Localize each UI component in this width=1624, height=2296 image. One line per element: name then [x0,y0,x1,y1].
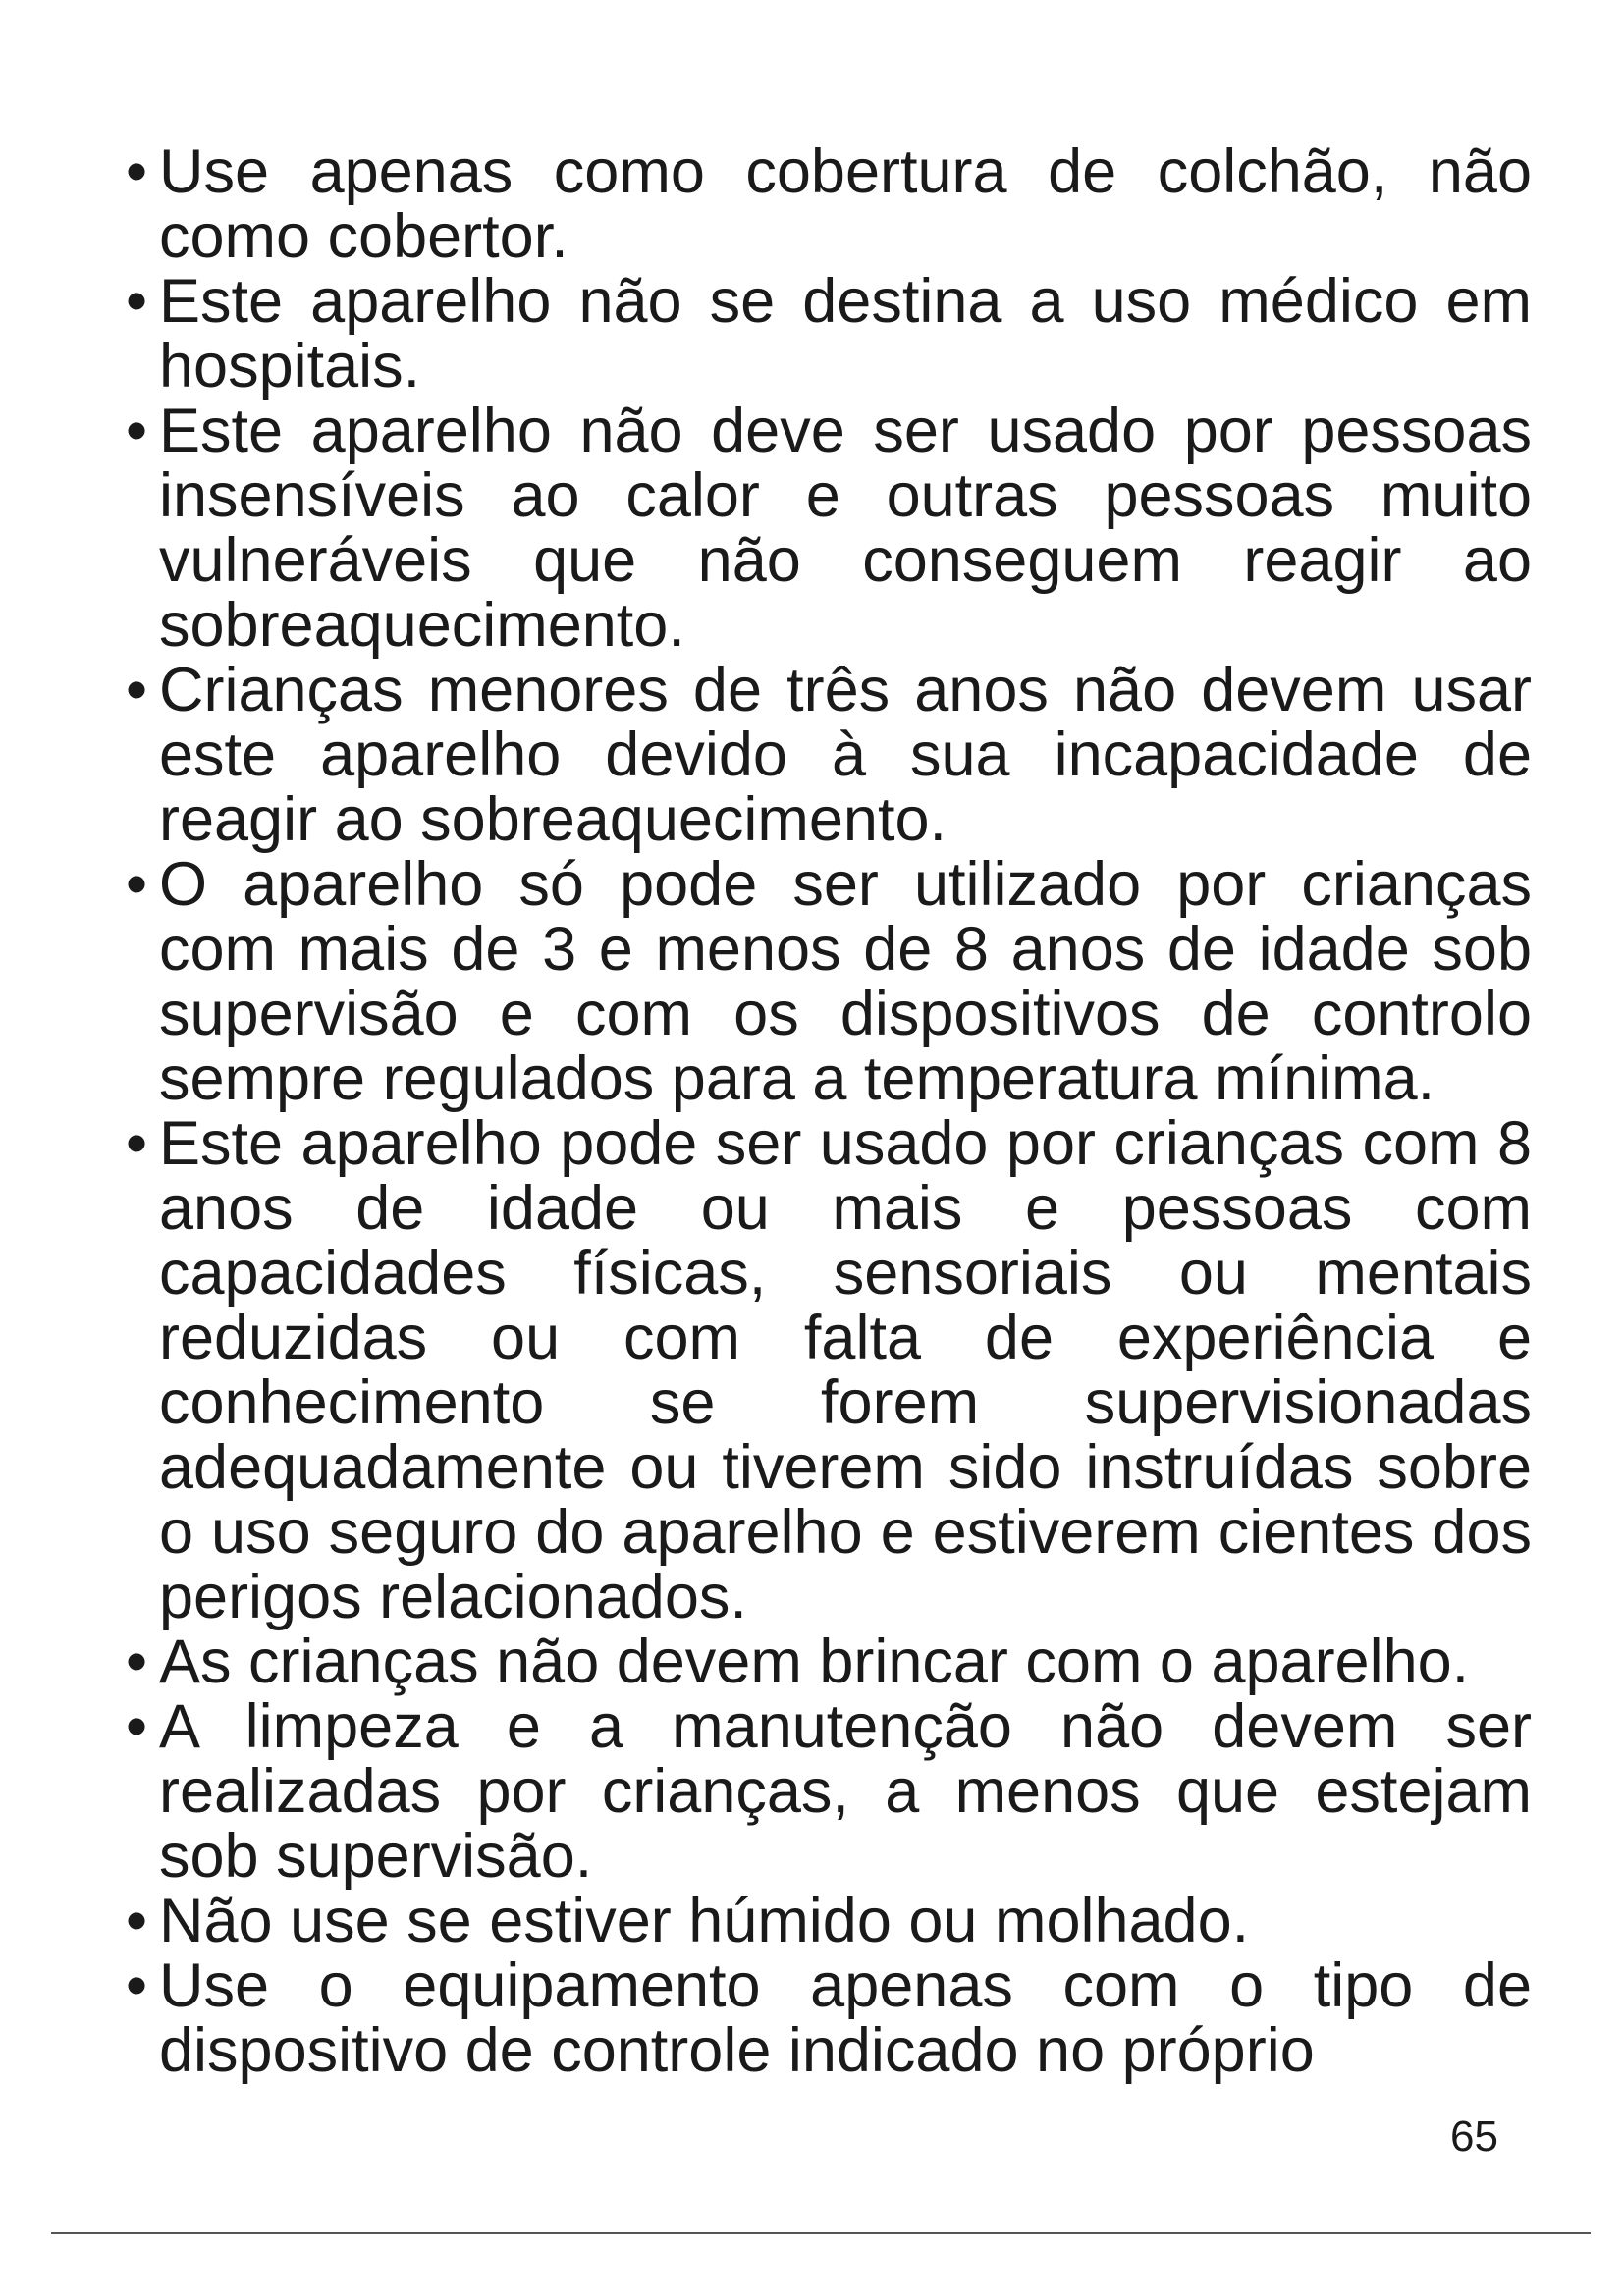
list-item [126,1694,1532,1889]
list-item [126,269,1532,399]
list-item [126,139,1532,269]
bullet-icon: • [126,656,148,724]
bullet-icon: • [126,267,148,336]
list-item-text: Este aparelho pode ser usado por crianças com 8 anos de idade ou mais e pessoas com capacidades físicas, sensoriais ou mentais reduzidas ou com falta de experiência e conhecimento se forem supervisionadas adequadamente ou tiverem sido instruídas sobre o uso seguro do aparelho e estiverem cientes dos perigos relacionados. [159,1109,1532,1631]
list-item-text: Este aparelho não deve ser usado por pessoas insensíveis ao calor e outras pessoas muito vulneráveis que não conseguem reagir ao sobreaquecimento. [159,397,1532,660]
list-item-text: Use apenas como cobertura de colchão, não como cobertor. [159,137,1532,271]
safety-instructions-list [126,139,1532,2083]
list-item-text: Crianças menores de três anos não devem usar este aparelho devido à sua incapacidade de reagir ao sobreaquecimento. [159,656,1532,854]
list-item [126,1953,1532,2083]
list-item [126,1889,1532,1953]
bullet-icon: • [126,397,148,465]
list-item [126,1629,1532,1694]
bullet-icon: • [126,137,148,206]
bullet-icon: • [126,850,148,919]
bullet-icon: • [126,1951,148,2020]
list-item [126,658,1532,852]
list-item-text: As crianças não devem brincar com o aparelho. [159,1628,1470,1696]
list-item [126,399,1532,658]
list-item-text: Não use se estiver húmido ou molhado. [159,1887,1250,1955]
list-item-text: O aparelho só pode ser utilizado por crianças com mais de 3 e menos de 8 anos de idade sob supervisão e com os dispositivos de controlo sempre regulados para a temperatura mínima. [159,850,1532,1113]
list-item [126,852,1532,1111]
page-number: 65 [1450,2112,1498,2161]
bullet-icon: • [126,1692,148,1761]
list-item [126,1111,1532,1629]
bullet-icon: • [126,1109,148,1178]
list-item-text: A limpeza e a manutenção não devem ser realizadas por crianças, a menos que estejam sob supervisão. [159,1692,1532,1891]
list-item-text: Este aparelho não se destina a uso médico em hospitais. [159,267,1532,400]
bullet-icon: • [126,1628,148,1696]
list-item-text: Use o equipamento apenas com o tipo de dispositivo de controle indicado no próprio [159,1951,1532,2085]
footer-divider [51,2232,1591,2234]
bullet-icon: • [126,1887,148,1955]
